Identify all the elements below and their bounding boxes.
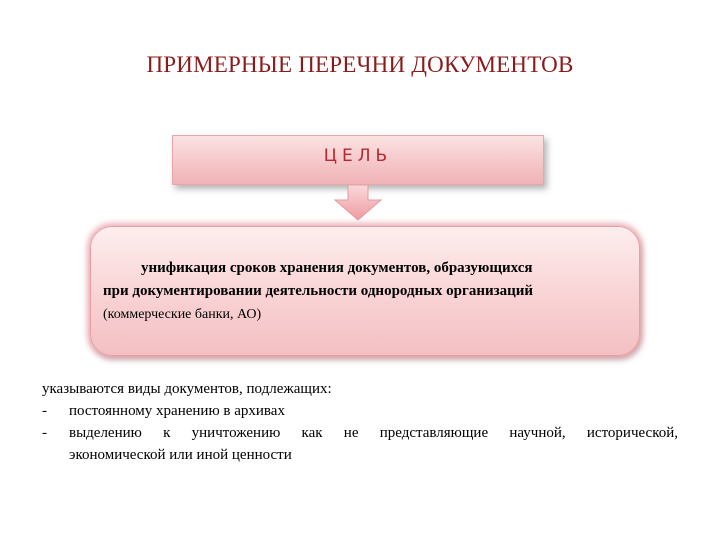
purpose-box bbox=[90, 226, 640, 356]
goal-label: ЦЕЛЬ bbox=[323, 146, 393, 166]
list-dash: - bbox=[42, 403, 47, 419]
purpose-line-1: унификация сроков хранения документов, образующихся bbox=[141, 260, 533, 276]
purpose-note: (коммерческие банки, АО) bbox=[103, 307, 262, 322]
list-item-text-continued: экономической или иной ценности bbox=[69, 447, 292, 463]
body-intro: указываются виды документов, подлежащих: bbox=[42, 381, 332, 397]
purpose-line-2: при документировании деятельности однородных организаций bbox=[103, 283, 534, 299]
down-arrow-icon bbox=[333, 185, 383, 221]
list-dash: - bbox=[42, 425, 47, 441]
page-title: ПРИМЕРНЫЕ ПЕРЕЧНИ ДОКУМЕНТОВ bbox=[146, 52, 574, 77]
body-text bbox=[42, 378, 678, 466]
list-item-text: постоянному хранению в архивах bbox=[69, 403, 285, 419]
list-item-text: выделению к уничтожению как не представляющие научной, исторической, bbox=[69, 425, 678, 441]
list-item bbox=[42, 422, 678, 466]
list-item bbox=[42, 400, 678, 422]
goal-box bbox=[172, 135, 544, 185]
